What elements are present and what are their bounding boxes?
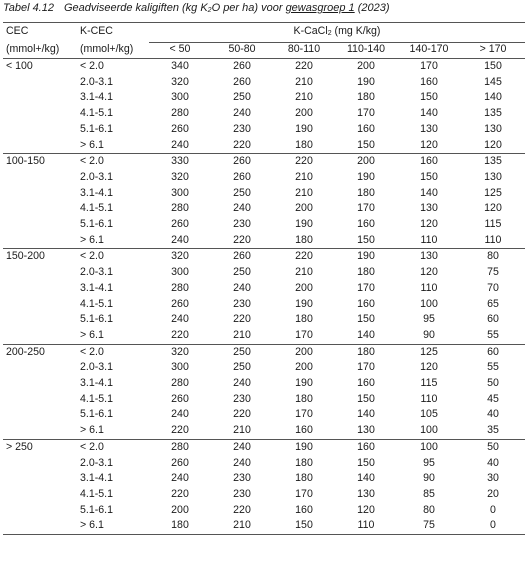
value-cell: 220: [233, 138, 251, 151]
value-cell: 0: [461, 518, 525, 534]
kcec-cell: 3.1-4.1: [80, 91, 113, 104]
value-cell: 280: [171, 377, 189, 390]
cec-cell: [3, 487, 76, 503]
value-cell: 220: [233, 313, 251, 326]
value-cell: 240: [233, 456, 251, 469]
kcec-cell: 2.0-3.1: [80, 456, 113, 469]
table-row: [3, 281, 525, 297]
value-cell: 180: [295, 392, 313, 405]
value-cell: 130: [484, 122, 502, 135]
value-cell: 250: [233, 361, 251, 374]
caption-title-part2: O per ha) voor: [211, 2, 286, 14]
value-cell: 260: [171, 218, 189, 231]
table-row: [3, 106, 525, 122]
value-cell: 210: [295, 186, 313, 199]
value-cell: 55: [487, 328, 499, 341]
value-cell: 130: [357, 424, 375, 437]
value-cell: 150: [420, 91, 438, 104]
value-cell: 170: [295, 328, 313, 341]
value-cell: 120: [420, 138, 438, 151]
value-cell: 240: [233, 377, 251, 390]
value-cell: 65: [487, 297, 499, 310]
header-kcacl: [149, 23, 525, 43]
potassium-advice-table: [3, 22, 525, 535]
cec-cell: [3, 138, 76, 154]
value-cell: 135: [484, 107, 502, 120]
value-cell: 220: [273, 59, 335, 75]
table-row: [3, 59, 525, 75]
cec-cell: [3, 518, 76, 534]
value-cell: 220: [233, 503, 251, 516]
value-cell: 90: [423, 472, 435, 485]
value-cell: 300: [171, 361, 189, 374]
value-cell: 250: [233, 266, 251, 279]
value-cell: 320: [171, 75, 189, 88]
kcec-cell: 4.1-5.1: [80, 107, 113, 120]
kcec-cell: > 6.1: [80, 328, 104, 341]
value-cell: 40: [487, 456, 499, 469]
value-cell: 260: [233, 170, 251, 183]
value-cell: 150: [357, 456, 375, 469]
table-row: [3, 138, 525, 154]
value-cell: 140: [357, 408, 375, 421]
value-cell: 220: [233, 408, 251, 421]
cec-cell: [3, 297, 76, 313]
kcec-cell: 4.1-5.1: [80, 202, 113, 215]
cec-cell: [3, 170, 76, 186]
kcec-cell: 5.1-6.1: [80, 313, 113, 326]
value-cell: 35: [487, 424, 499, 437]
value-cell: 140: [484, 91, 502, 104]
value-cell: 240: [233, 202, 251, 215]
value-cell: 140: [357, 472, 375, 485]
value-cell: 300: [171, 186, 189, 199]
value-cell: 200: [295, 202, 313, 215]
kcec-cell: < 2.0: [76, 59, 149, 75]
value-cell: 20: [487, 487, 499, 500]
value-cell: 170: [357, 361, 375, 374]
value-cell: 200: [273, 344, 335, 360]
value-cell: 160: [357, 122, 375, 135]
table-row: [3, 456, 525, 472]
value-cell: 85: [423, 487, 435, 500]
cec-cell: 150-200: [3, 249, 76, 265]
value-cell: 130: [397, 249, 461, 265]
value-cell: 130: [357, 487, 375, 500]
value-cell: 230: [233, 218, 251, 231]
cec-cell: [3, 376, 76, 392]
value-cell: 200: [171, 503, 189, 516]
value-cell: 110: [420, 281, 438, 294]
cec-cell: [3, 90, 76, 106]
value-cell: 55: [487, 361, 499, 374]
value-cell: 210: [295, 75, 313, 88]
kcec-cell: < 2.0: [76, 439, 149, 455]
value-cell: 300: [171, 266, 189, 279]
value-cell: 140: [420, 186, 438, 199]
header-kcacl-suffix: (mg K/kg): [331, 25, 381, 37]
value-cell: 240: [171, 233, 189, 246]
table-row: [3, 518, 525, 534]
value-cell: 260: [211, 249, 273, 265]
value-cell: 230: [233, 487, 251, 500]
cec-cell: [3, 201, 76, 217]
value-cell: 150: [357, 392, 375, 405]
table-row: [3, 233, 525, 249]
value-cell: 250: [233, 91, 251, 104]
table-body: [3, 59, 525, 535]
value-cell: 100: [420, 424, 438, 437]
value-cell: 130: [420, 202, 438, 215]
table-row: [3, 217, 525, 233]
kcec-cell: > 6.1: [80, 138, 104, 151]
table-row: [3, 297, 525, 313]
table-row: [3, 249, 525, 265]
value-cell: 220: [171, 328, 189, 341]
value-cell: 145: [484, 75, 502, 88]
kcec-cell: > 6.1: [80, 233, 104, 246]
value-cell: 260: [171, 297, 189, 310]
table-row: [3, 122, 525, 138]
header-kcec: K-CEC: [76, 23, 149, 43]
value-cell: 160: [357, 377, 375, 390]
header-cec-unit: (mmol+/kg): [3, 43, 76, 59]
value-cell: 110: [335, 518, 397, 534]
value-cell: 180: [295, 472, 313, 485]
table-row: [3, 407, 525, 423]
table-row: [3, 392, 525, 408]
value-cell: 190: [357, 75, 375, 88]
value-cell: 240: [171, 408, 189, 421]
value-cell: 60: [461, 344, 525, 360]
header-col-1: < 50: [149, 43, 211, 59]
value-cell: 190: [357, 170, 375, 183]
value-cell: 50: [461, 439, 525, 455]
table-row: [3, 503, 525, 519]
value-cell: 160: [420, 75, 438, 88]
value-cell: 190: [295, 377, 313, 390]
value-cell: 210: [211, 518, 273, 534]
value-cell: 110: [484, 233, 502, 246]
value-cell: 110: [420, 392, 438, 405]
cec-cell: [3, 106, 76, 122]
header-col-6: > 170: [461, 43, 525, 59]
value-cell: 160: [357, 218, 375, 231]
cec-cell: [3, 360, 76, 376]
value-cell: 160: [357, 297, 375, 310]
value-cell: 220: [171, 487, 189, 500]
cec-cell: [3, 312, 76, 328]
kcec-cell: 2.0-3.1: [80, 170, 113, 183]
value-cell: 150: [357, 313, 375, 326]
caption-crop-group: gewasgroep 1: [285, 2, 355, 14]
kcec-cell: 3.1-4.1: [80, 377, 113, 390]
table-row: [3, 439, 525, 455]
value-cell: 90: [423, 328, 435, 341]
caption-title-part1: Geadviseerde kaligiften (kg K: [63, 2, 208, 14]
value-cell: 280: [171, 107, 189, 120]
table-row: [3, 312, 525, 328]
cec-cell: [3, 233, 76, 249]
table-row: [3, 360, 525, 376]
cec-cell: < 100: [3, 59, 76, 75]
value-cell: 75: [397, 518, 461, 534]
value-cell: 190: [295, 122, 313, 135]
kcec-cell: 4.1-5.1: [80, 392, 113, 405]
value-cell: 150: [273, 518, 335, 534]
value-cell: 210: [233, 328, 251, 341]
value-cell: 80: [423, 503, 435, 516]
value-cell: 170: [295, 408, 313, 421]
header-kcacl-prefix: K-CaCl: [293, 25, 328, 37]
value-cell: 160: [295, 424, 313, 437]
value-cell: 280: [171, 202, 189, 215]
value-cell: 0: [490, 503, 496, 516]
value-cell: 160: [397, 154, 461, 170]
value-cell: 240: [171, 138, 189, 151]
value-cell: 240: [233, 281, 251, 294]
value-cell: 45: [487, 392, 499, 405]
value-cell: 120: [357, 503, 375, 516]
value-cell: 200: [295, 281, 313, 294]
value-cell: 140: [357, 328, 375, 341]
value-cell: 220: [273, 154, 335, 170]
cec-cell: [3, 217, 76, 233]
value-cell: 180: [357, 186, 375, 199]
value-cell: 40: [487, 408, 499, 421]
table-row: [3, 186, 525, 202]
value-cell: 120: [420, 361, 438, 374]
kcec-cell: 5.1-6.1: [80, 503, 113, 516]
kcec-cell: > 6.1: [76, 518, 149, 534]
kcec-cell: > 6.1: [80, 424, 104, 437]
header-row-1: [3, 23, 525, 43]
cec-cell: [3, 423, 76, 439]
cec-cell: [3, 186, 76, 202]
table-row: [3, 90, 525, 106]
value-cell: 220: [171, 424, 189, 437]
table-row: [3, 344, 525, 360]
value-cell: 230: [233, 392, 251, 405]
value-cell: 320: [149, 249, 211, 265]
value-cell: 240: [233, 107, 251, 120]
cec-cell: 100-150: [3, 154, 76, 170]
value-cell: 240: [171, 472, 189, 485]
table-row: [3, 154, 525, 170]
kcec-cell: 2.0-3.1: [80, 75, 113, 88]
value-cell: 230: [233, 297, 251, 310]
cec-cell: > 250: [3, 439, 76, 455]
value-cell: 180: [295, 456, 313, 469]
cec-cell: [3, 122, 76, 138]
value-cell: 150: [357, 233, 375, 246]
value-cell: 200: [335, 154, 397, 170]
table-row: [3, 265, 525, 281]
value-cell: 140: [420, 107, 438, 120]
value-cell: 300: [171, 91, 189, 104]
table-row: [3, 423, 525, 439]
value-cell: 280: [171, 281, 189, 294]
value-cell: 210: [295, 170, 313, 183]
header-col-2: 50-80: [211, 43, 273, 59]
kcec-cell: 3.1-4.1: [80, 186, 113, 199]
value-cell: 110: [420, 233, 438, 246]
value-cell: 80: [461, 249, 525, 265]
value-cell: 120: [484, 138, 502, 151]
table-row: [3, 328, 525, 344]
value-cell: 170: [397, 59, 461, 75]
value-cell: 180: [295, 138, 313, 151]
kcec-cell: 2.0-3.1: [80, 361, 113, 374]
value-cell: 115: [420, 377, 438, 390]
cec-cell: [3, 328, 76, 344]
value-cell: 190: [295, 297, 313, 310]
cec-cell: [3, 503, 76, 519]
value-cell: 320: [149, 344, 211, 360]
value-cell: 75: [487, 266, 499, 279]
value-cell: 220: [273, 249, 335, 265]
header-row-2: [3, 43, 525, 59]
kcec-cell: 4.1-5.1: [80, 487, 113, 500]
value-cell: 180: [295, 313, 313, 326]
cec-cell: [3, 471, 76, 487]
kcec-cell: < 2.0: [76, 249, 149, 265]
value-cell: 125: [484, 186, 502, 199]
value-cell: 95: [423, 313, 435, 326]
value-cell: 120: [420, 218, 438, 231]
value-cell: 150: [420, 170, 438, 183]
kcec-cell: 5.1-6.1: [80, 408, 113, 421]
kcec-cell: 5.1-6.1: [80, 218, 113, 231]
value-cell: 230: [233, 472, 251, 485]
value-cell: 190: [335, 249, 397, 265]
table-number: Tabel 4.12: [3, 2, 54, 14]
value-cell: 260: [211, 59, 273, 75]
value-cell: 180: [357, 266, 375, 279]
value-cell: 135: [461, 154, 525, 170]
value-cell: 200: [295, 107, 313, 120]
value-cell: 340: [149, 59, 211, 75]
header-col-3: 80-110: [273, 43, 335, 59]
value-cell: 250: [233, 186, 251, 199]
value-cell: 330: [149, 154, 211, 170]
value-cell: 260: [171, 392, 189, 405]
kcec-cell: 5.1-6.1: [80, 122, 113, 135]
value-cell: 105: [420, 408, 438, 421]
value-cell: 210: [295, 266, 313, 279]
cec-cell: 200-250: [3, 344, 76, 360]
value-cell: 260: [171, 456, 189, 469]
value-cell: 180: [335, 344, 397, 360]
value-cell: 160: [335, 439, 397, 455]
value-cell: 190: [295, 218, 313, 231]
value-cell: 130: [420, 122, 438, 135]
value-cell: 250: [211, 344, 273, 360]
value-cell: 130: [484, 170, 502, 183]
kcec-cell: < 2.0: [76, 344, 149, 360]
kcec-cell: 3.1-4.1: [80, 281, 113, 294]
value-cell: 260: [171, 122, 189, 135]
cec-cell: [3, 281, 76, 297]
value-cell: 125: [397, 344, 461, 360]
value-cell: 120: [420, 266, 438, 279]
value-cell: 95: [423, 456, 435, 469]
cec-cell: [3, 265, 76, 281]
kcec-cell: < 2.0: [76, 154, 149, 170]
value-cell: 260: [233, 75, 251, 88]
value-cell: 320: [171, 170, 189, 183]
header-cec: CEC: [3, 23, 76, 43]
value-cell: 115: [484, 218, 502, 231]
value-cell: 170: [357, 202, 375, 215]
table-row: [3, 170, 525, 186]
value-cell: 150: [357, 138, 375, 151]
kcec-cell: 3.1-4.1: [80, 472, 113, 485]
value-cell: 30: [487, 472, 499, 485]
header-kcec-unit: (mmol+/kg): [76, 43, 149, 59]
value-cell: 60: [487, 313, 499, 326]
value-cell: 50: [487, 377, 499, 390]
table-row: [3, 471, 525, 487]
value-cell: 200: [295, 361, 313, 374]
value-cell: 100: [397, 439, 461, 455]
header-col-5: 140-170: [397, 43, 461, 59]
table-caption: [3, 2, 390, 14]
cec-cell: [3, 75, 76, 91]
header-kcacl-sub: 2: [327, 30, 332, 37]
value-cell: 220: [233, 233, 251, 246]
value-cell: 240: [211, 439, 273, 455]
value-cell: 70: [487, 281, 499, 294]
value-cell: 170: [295, 487, 313, 500]
value-cell: 120: [484, 202, 502, 215]
table-row: [3, 201, 525, 217]
kcec-cell: 4.1-5.1: [80, 297, 113, 310]
cec-cell: [3, 407, 76, 423]
value-cell: 170: [357, 281, 375, 294]
value-cell: 180: [357, 91, 375, 104]
value-cell: 280: [149, 439, 211, 455]
table-row: [3, 75, 525, 91]
caption-subscript: 2: [207, 7, 212, 14]
caption-title-part3: (2023): [354, 2, 390, 14]
table-row: [3, 487, 525, 503]
value-cell: 180: [295, 233, 313, 246]
value-cell: 210: [233, 424, 251, 437]
table-row: [3, 376, 525, 392]
value-cell: 210: [295, 91, 313, 104]
value-cell: 260: [211, 154, 273, 170]
value-cell: 190: [273, 439, 335, 455]
value-cell: 160: [295, 503, 313, 516]
value-cell: 180: [149, 518, 211, 534]
cec-cell: [3, 392, 76, 408]
value-cell: 240: [171, 313, 189, 326]
value-cell: 100: [420, 297, 438, 310]
value-cell: 200: [335, 59, 397, 75]
header-col-4: 110-140: [335, 43, 397, 59]
kcec-cell: 2.0-3.1: [80, 266, 113, 279]
cec-cell: [3, 456, 76, 472]
value-cell: 230: [233, 122, 251, 135]
value-cell: 170: [357, 107, 375, 120]
value-cell: 150: [461, 59, 525, 75]
